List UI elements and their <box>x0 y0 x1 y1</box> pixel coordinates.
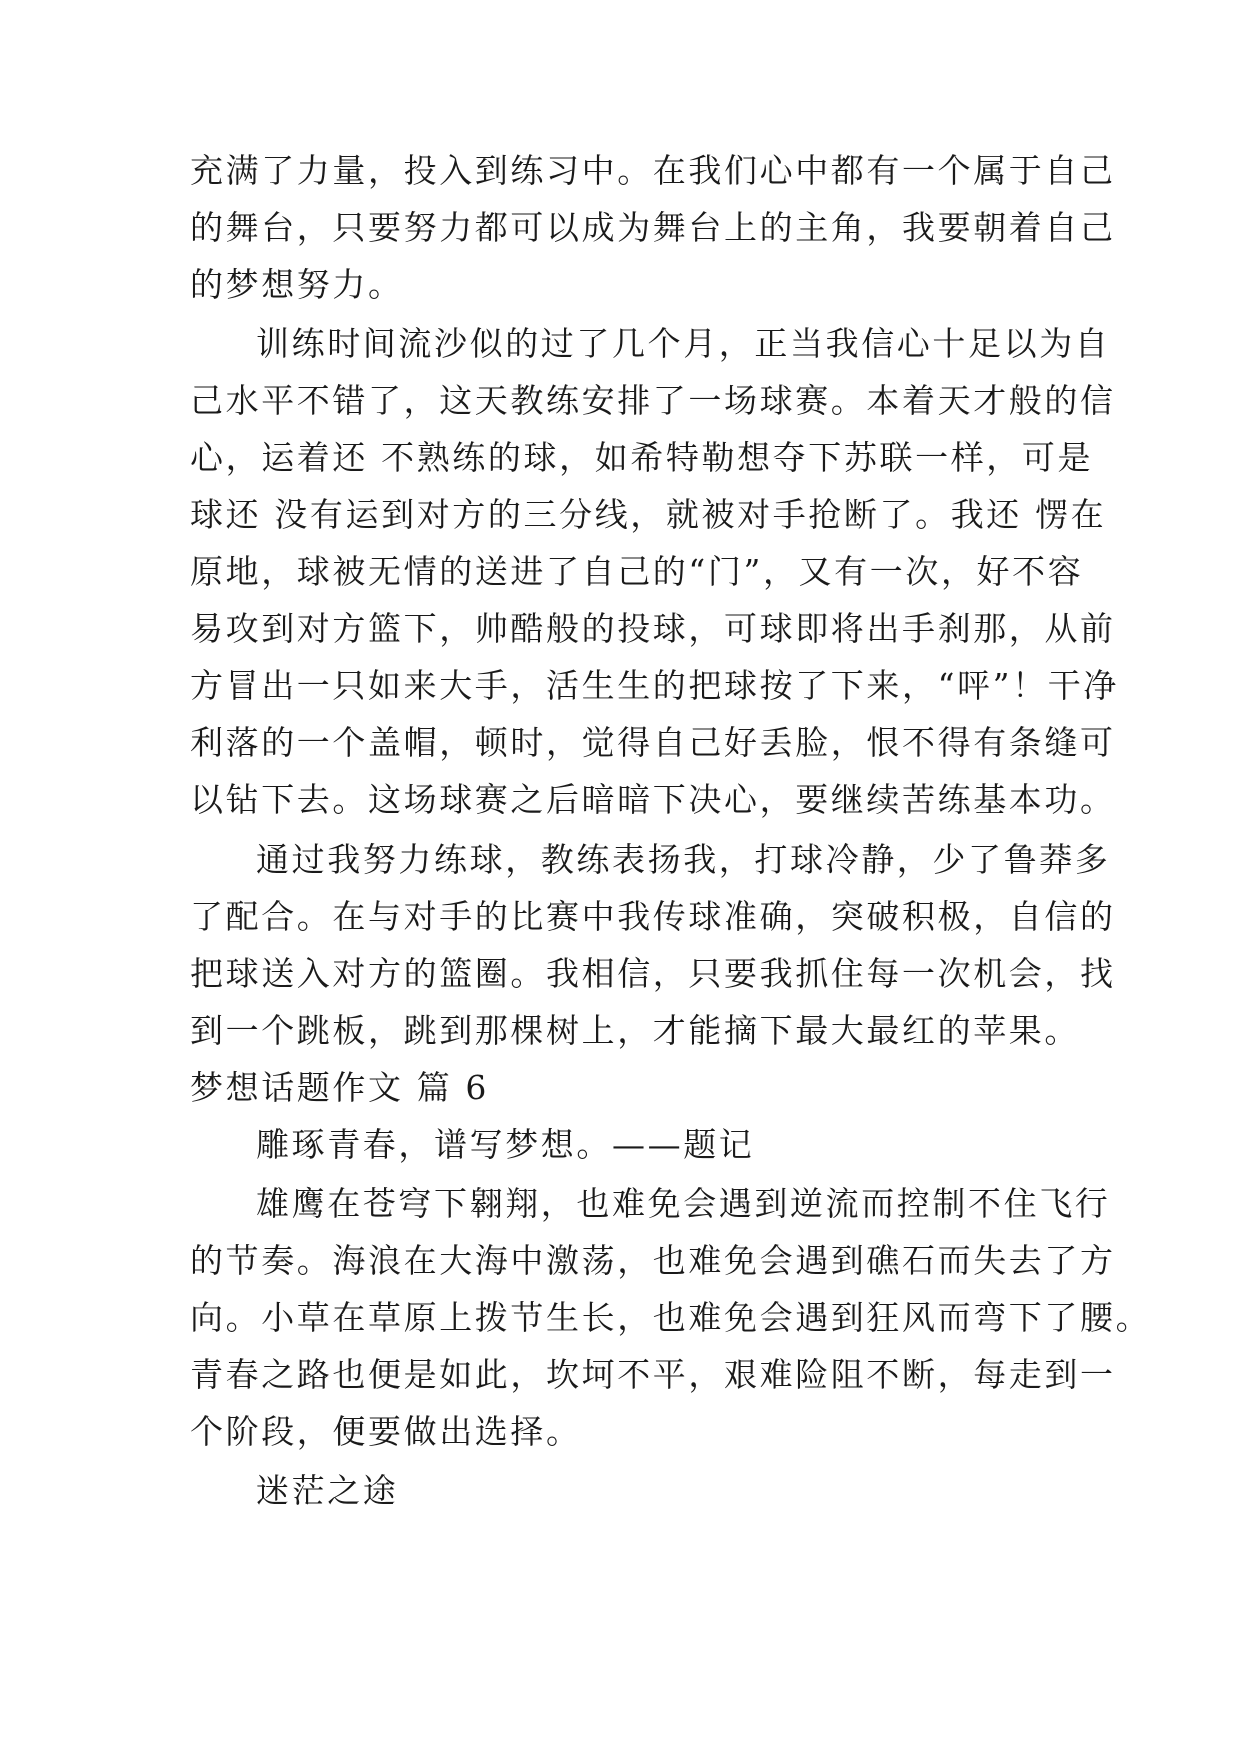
paragraph-start-line: 雄鹰在苍穹下翱翔，也难免会遇到逆流而控制不住飞行 <box>256 1184 1111 1223</box>
paragraph-start-line: 训练时间流沙似的过了几个月，正当我信心十足以为自 <box>256 324 1111 363</box>
text-line: 己水平不错了，这天教练安排了一场球赛。本着天才般的信 <box>190 381 1116 420</box>
text-line: 向。小草在草原上拨节生长，也难免会遇到狂风而弯下了腰。 <box>190 1298 1152 1337</box>
epigraph: 雕琢青春，谱写梦想。——题记 <box>256 1125 755 1164</box>
text-line: 青春之路也便是如此，坎坷不平，艰难险阻不断，每走到一 <box>190 1355 1116 1394</box>
text-line: 的梦想努力。 <box>190 265 404 304</box>
text-line: 心，运着还 不熟练的球，如希特勒想夺下苏联一样，可是 <box>190 438 1094 477</box>
text-line: 个阶段，便要做出选择。 <box>190 1412 582 1451</box>
text-line: 到一个跳板，跳到那棵树上，才能摘下最大最红的苹果。 <box>190 1011 1080 1050</box>
section-heading: 梦想话题作文 篇 6 <box>190 1068 489 1107</box>
text-line: 球还 没有运到对方的三分线，就被对手抢断了。我还 愣在 <box>190 495 1107 534</box>
text-line: 的节奏。海浪在大海中激荡，也难免会遇到礁石而失去了方 <box>190 1241 1116 1280</box>
text-line: 易攻到对方篮下，帅酷般的投球，可球即将出手刹那，从前 <box>190 609 1116 648</box>
text-line: 方冒出一只如来大手，活生生的把球按了下来，“呯”！干净 <box>190 666 1119 705</box>
text-line: 利落的一个盖帽，顿时，觉得自己好丢脸，恨不得有条缝可 <box>190 723 1116 762</box>
text-line: 把球送入对方的篮圈。我相信，只要我抓住每一次机会，找 <box>190 954 1116 993</box>
subheading: 迷茫之途 <box>256 1471 399 1510</box>
text-line: 了配合。在与对手的比赛中我传球准确，突破积极，自信的 <box>190 897 1116 936</box>
text-line: 充满了力量，投入到练习中。在我们心中都有一个属于自己 <box>190 151 1116 190</box>
text-line: 以钻下去。这场球赛之后暗暗下决心，要继续苦练基本功。 <box>190 780 1116 819</box>
paragraph-start-line: 通过我努力练球，教练表扬我，打球冷静，少了鲁莽多 <box>256 840 1111 879</box>
text-line: 的舞台，只要努力都可以成为舞台上的主角，我要朝着自己 <box>190 208 1116 247</box>
text-line: 原地，球被无情的送进了自己的“门”，又有一次，好不容 <box>190 552 1084 591</box>
